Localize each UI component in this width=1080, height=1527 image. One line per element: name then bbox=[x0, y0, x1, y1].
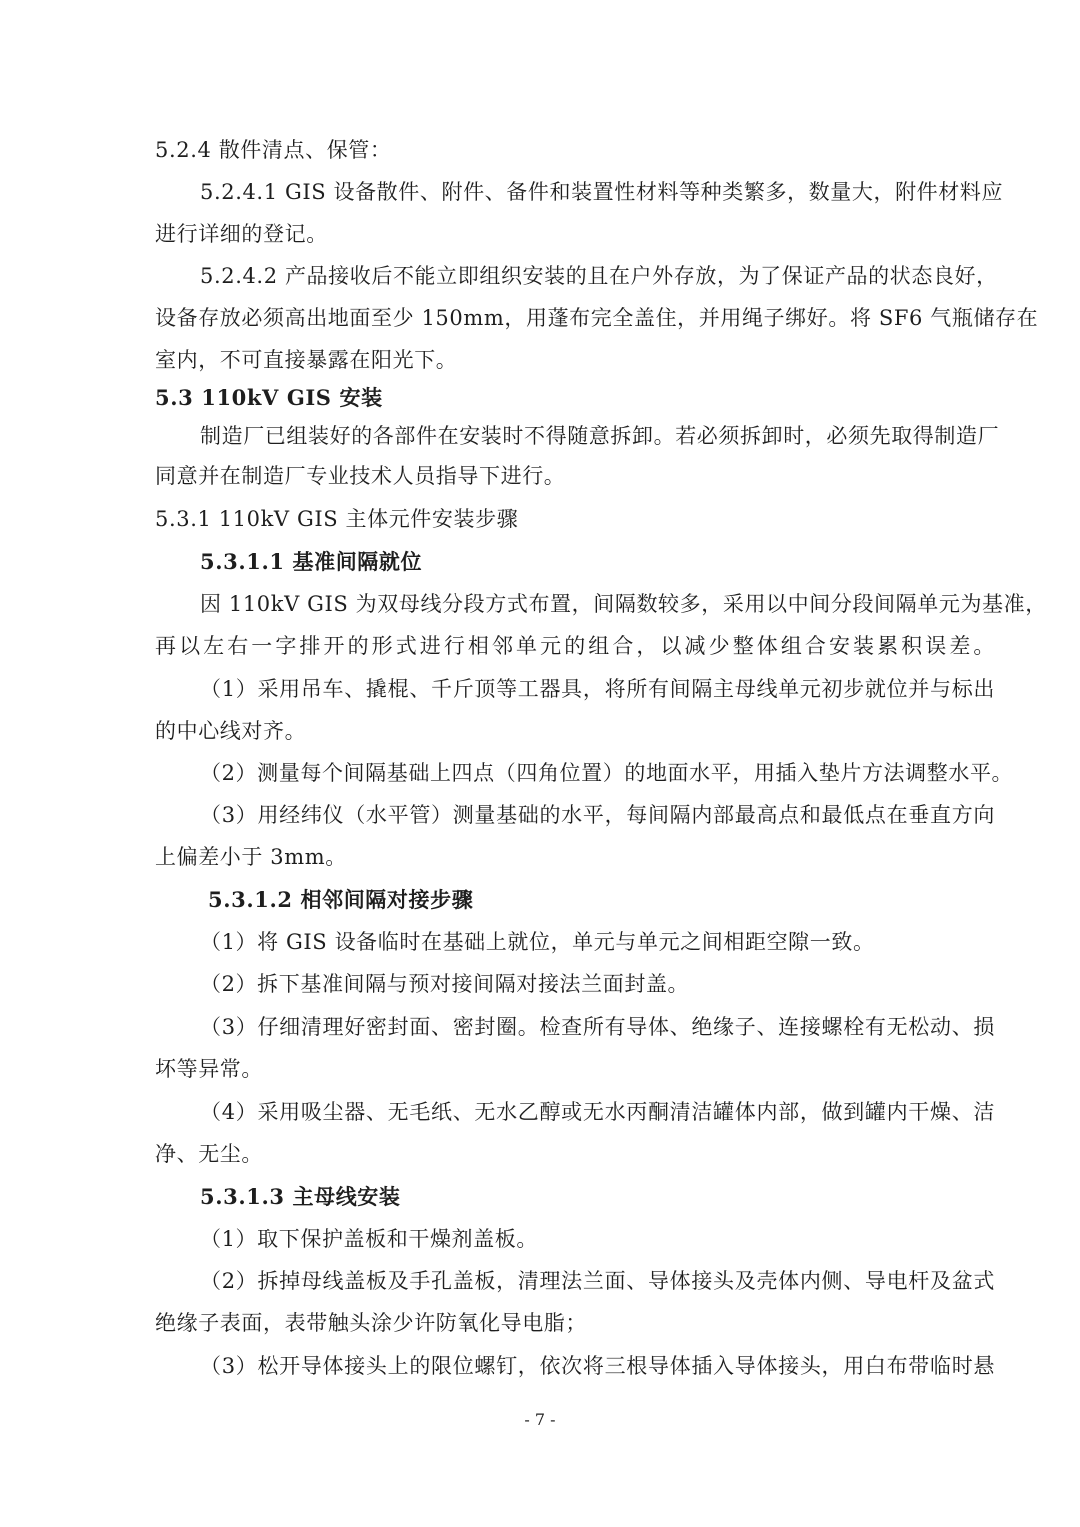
list-item-line: （1）取下保护盖板和干燥剂盖板。 bbox=[200, 1227, 538, 1251]
list-item-line: （2）拆掉母线盖板及手孔盖板，清理法兰面、导体接头及壳体内侧、导电杆及盆式 bbox=[200, 1269, 995, 1293]
list-item-line: 净、无尘。 bbox=[155, 1142, 263, 1166]
list-item-line: （3）仔细清理好密封面、密封圈。检查所有导体、绝缘子、连接螺栓有无松动、损 bbox=[200, 1015, 995, 1039]
heading-5-3-1-2: 5.3.1.2 相邻间隔对接步骤 bbox=[208, 887, 474, 912]
list-item-line: （2）拆下基准间隔与预对接间隔对接法兰面封盖。 bbox=[200, 972, 690, 996]
heading-5-3-1: 5.3.1 110kV GIS 主体元件安装步骤 bbox=[155, 507, 519, 531]
list-item-line: 的中心线对齐。 bbox=[155, 719, 307, 743]
heading-5-3-1-1: 5.3.1.1 基准间隔就位 bbox=[200, 549, 423, 574]
list-item-line: （3）用经纬仪（水平管）测量基础的水平，每间隔内部最高点和最低点在垂直方向 bbox=[200, 803, 995, 827]
paragraph-line: 设备存放必须高出地面至少 150mm，用蓬布完全盖住，并用绳子绑好。将 SF6 气瓶储存在 bbox=[155, 306, 1039, 330]
paragraph-line: 5.2.4.2 产品接收后不能立即组织安装的且在户外存放，为了保证产品的状态良好， bbox=[200, 264, 998, 288]
list-item-line: （1）采用吊车、撬棍、千斤顶等工器具，将所有间隔主母线单元初步就位并与标出 bbox=[200, 677, 995, 701]
list-item-line: （1）将 GIS 设备临时在基础上就位，单元与单元之间相距空隙一致。 bbox=[200, 930, 875, 954]
list-item-line: 上偏差小于 3mm。 bbox=[155, 845, 347, 869]
heading-5-2-4: 5.2.4 散件清点、保管： bbox=[155, 138, 392, 162]
heading-5-3: 5.3 110kV GIS 安装 bbox=[155, 385, 383, 410]
paragraph-line: 因 110kV GIS 为双母线分段方式布置，间隔数较多，采用以中间分段间隔单元为基准， bbox=[200, 592, 1047, 616]
paragraph-line: 再以左右一字排开的形式进行相邻单元的组合，以减少整体组合安装累积误差。 bbox=[155, 634, 995, 658]
paragraph-line: 室内，不可直接暴露在阳光下。 bbox=[155, 348, 458, 372]
paragraph-line: 进行详细的登记。 bbox=[155, 222, 328, 246]
heading-5-3-1-3: 5.3.1.3 主母线安装 bbox=[200, 1184, 401, 1209]
list-item-line: 坏等异常。 bbox=[155, 1057, 263, 1081]
page-number: - 7 - bbox=[524, 1410, 556, 1429]
paragraph-line: 5.2.4.1 GIS 设备散件、附件、备件和装置性材料等种类繁多，数量大，附件材料应 bbox=[200, 180, 1004, 204]
list-item-line: （3）松开导体接头上的限位螺钉，依次将三根导体插入导体接头，用白布带临时悬 bbox=[200, 1354, 995, 1378]
list-item-line: （2）测量每个间隔基础上四点（四角位置）的地面水平，用插入垫片方法调整水平。 bbox=[200, 761, 1014, 785]
list-item-line: 绝缘子表面，表带触头涂少许防氧化导电脂； bbox=[155, 1311, 587, 1335]
paragraph-line: 制造厂已组装好的各部件在安装时不得随意拆卸。若必须拆卸时，必须先取得制造厂 bbox=[200, 424, 1000, 448]
list-item-line: （4）采用吸尘器、无毛纸、无水乙醇或无水丙酮清洁罐体内部，做到罐内干燥、洁 bbox=[200, 1100, 995, 1124]
paragraph-line: 同意并在制造厂专业技术人员指导下进行。 bbox=[155, 464, 566, 488]
